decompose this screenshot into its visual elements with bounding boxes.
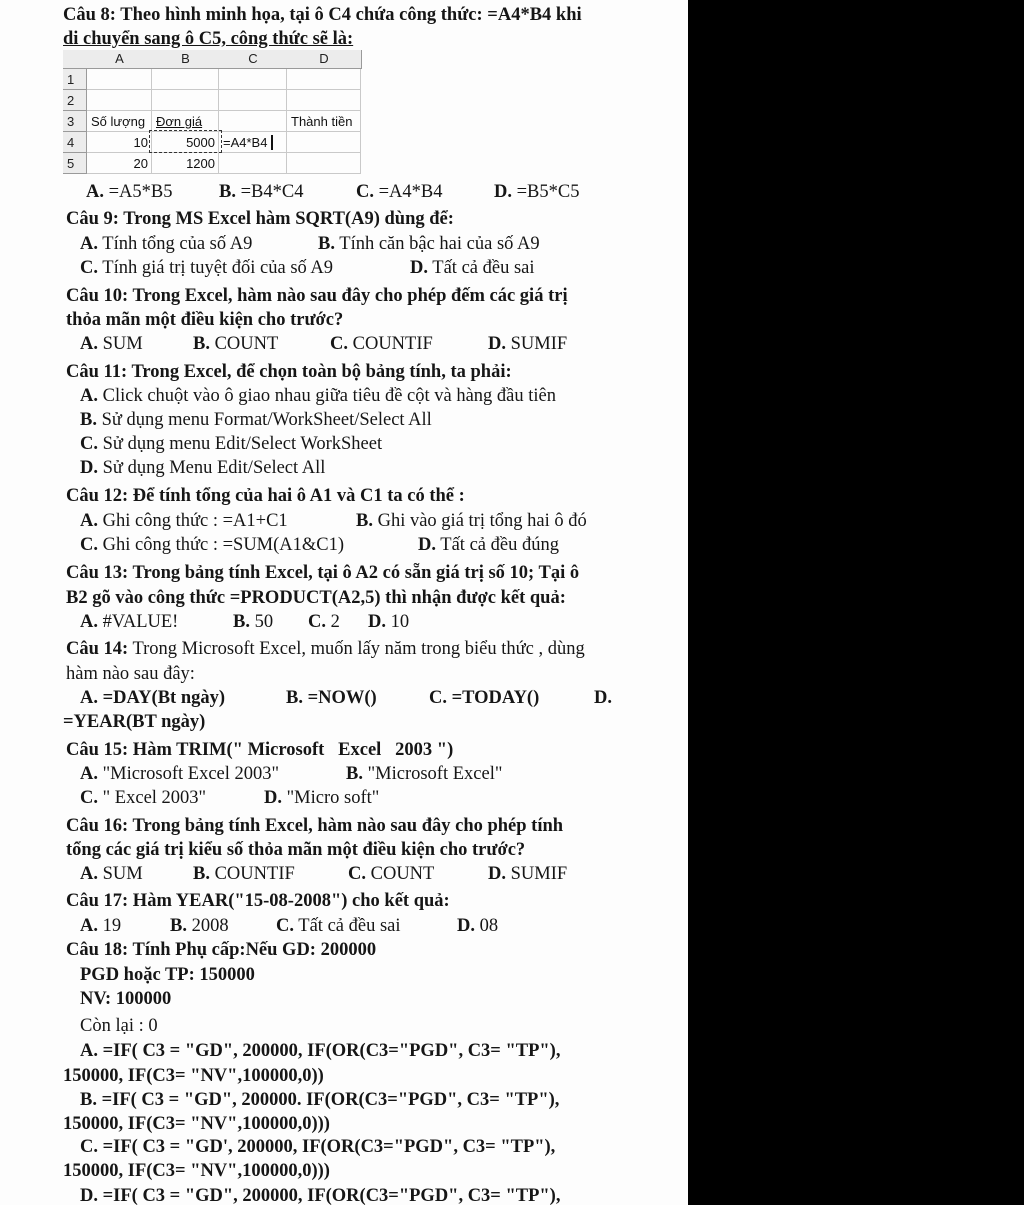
- q18-condition-pgd: PGD hoặc TP: 150000: [80, 965, 255, 985]
- cell-d3: Thành tiền: [291, 114, 353, 129]
- q14-stem-line2: hàm nào sau đây:: [66, 664, 195, 684]
- q13-stem-line1: Câu 13: Trong bảng tính Excel, tại ô A2 có sẵn giá trị số 10; Tại ô: [66, 563, 580, 583]
- q10-stem-line2: thỏa mãn một điều kiện cho trước?: [66, 310, 344, 330]
- col-header-c: C: [219, 50, 288, 69]
- q17-option-a: A. 19: [80, 916, 122, 936]
- q16-option-d: D. SUMIF: [488, 864, 568, 884]
- q9-option-a: A. Tính tổng của số A9: [80, 234, 253, 254]
- col-header-a: A: [87, 50, 153, 69]
- q10-option-a: A. SUM: [80, 334, 143, 354]
- q15-option-b: B. "Microsoft Excel": [346, 764, 503, 784]
- q12-option-c: C. Ghi công thức : =SUM(A1&C1): [80, 535, 345, 555]
- cell-b4: 5000: [186, 135, 215, 150]
- q14-option-a: A. =DAY(Bt ngày): [80, 688, 226, 708]
- q18-option-a-line2: 150000, IF(C3= "NV",100000,0)): [63, 1066, 324, 1086]
- q17-option-c: C. Tất cả đều sai: [276, 916, 401, 936]
- q18-condition-else: Còn lại : 0: [80, 1016, 158, 1036]
- q12-option-b: B. Ghi vào giá trị tổng hai ô đó: [356, 511, 587, 531]
- q16-stem-line2: tổng các giá trị kiểu số thỏa mãn một điều kiện cho trước?: [66, 840, 526, 860]
- q8-option-b: B. =B4*C4: [219, 182, 304, 202]
- q11-option-d: D. Sử dụng Menu Edit/Select All: [80, 458, 326, 478]
- q9-option-d: D. Tất cả đều sai: [410, 258, 535, 278]
- q8-option-a: A. =A5*B5: [86, 182, 173, 202]
- q16-stem-line1: Câu 16: Trong bảng tính Excel, hàm nào sau đây cho phép tính: [66, 816, 564, 836]
- q17-option-d: D. 08: [457, 916, 499, 936]
- text-cursor: [271, 135, 273, 150]
- q11-option-a: A. Click chuột vào ô giao nhau giữa tiêu đề cột và hàng đầu tiên: [80, 386, 557, 406]
- q12-option-a: A. Ghi công thức : =A1+C1: [80, 511, 288, 531]
- row-header-3: 3: [63, 111, 87, 132]
- q9-option-b: B. Tính căn bậc hai của số A9: [318, 234, 540, 254]
- q18-stem: Câu 18: Tính Phụ cấp:Nếu GD: 200000: [66, 940, 377, 960]
- q15-stem: Câu 15: Hàm TRIM(" Microsoft Excel 2003 "): [66, 740, 454, 760]
- q14-option-d-text: =YEAR(BT ngày): [63, 712, 206, 732]
- q13-option-c: C. 2: [308, 612, 340, 632]
- q13-option-a: A. #VALUE!: [80, 612, 179, 632]
- q10-stem-line1: Câu 10: Trong Excel, hàm nào sau đây cho phép đếm các giá trị: [66, 286, 568, 306]
- q10-option-d: D. SUMIF: [488, 334, 568, 354]
- q10-option-c: C. COUNTIF: [330, 334, 433, 354]
- q17-stem: Câu 17: Hàm YEAR("15-08-2008") cho kết quả:: [66, 891, 450, 911]
- q14-option-b: B. =NOW(): [286, 688, 377, 708]
- q13-stem-line2: B2 gõ vào công thức =PRODUCT(A2,5) thì nhận được kết quả:: [66, 588, 566, 608]
- q18-condition-nv: NV: 100000: [80, 989, 172, 1009]
- col-header-d: D: [287, 50, 362, 69]
- q11-option-b: B. Sử dụng menu Format/WorkSheet/Select All: [80, 410, 432, 430]
- row-header-1: 1: [63, 69, 87, 90]
- spreadsheet-figure: [63, 50, 363, 174]
- q18-option-a-line1: A. =IF( C3 = "GD", 200000, IF(OR(C3="PGD", C3= "TP"),: [80, 1041, 561, 1061]
- q15-option-a: A. "Microsoft Excel 2003": [80, 764, 280, 784]
- q8-stem-line1: Câu 8: Theo hình minh họa, tại ô C4 chứa công thức: =A4*B4 khi: [63, 5, 582, 25]
- q9-option-c: C. Tính giá trị tuyệt đối của số A9: [80, 258, 333, 278]
- row-header-5: 5: [63, 153, 87, 174]
- cell-c4: =A4*B4: [223, 135, 268, 150]
- q16-option-b: B. COUNTIF: [193, 864, 295, 884]
- q11-option-c: C. Sử dụng menu Edit/Select WorkSheet: [80, 434, 383, 454]
- q11-stem: Câu 11: Trong Excel, để chọn toàn bộ bảng tính, ta phải:: [66, 362, 512, 382]
- q13-option-b: B. 50: [233, 612, 274, 632]
- marching-ants-selection: [149, 130, 222, 153]
- cell-a5: 20: [133, 156, 148, 171]
- q16-option-c: C. COUNT: [348, 864, 435, 884]
- q8-option-d: D. =B5*C5: [494, 182, 580, 202]
- q15-option-d: D. "Micro soft": [264, 788, 380, 808]
- q14-stem-line1: Câu 14: Trong Microsoft Excel, muốn lấy năm trong biểu thức , dùng: [66, 639, 585, 659]
- q15-option-c: C. " Excel 2003": [80, 788, 207, 808]
- cell-a3: Số lượng: [91, 114, 146, 129]
- q18-option-b-line1: B. =IF( C3 = "GD", 200000. IF(OR(C3="PGD", C3= "TP"),: [80, 1090, 560, 1110]
- row-2-gridline: [87, 90, 361, 111]
- row-header-2: 2: [63, 90, 87, 111]
- q10-option-b: B. COUNT: [193, 334, 279, 354]
- q14-option-c: C. =TODAY(): [429, 688, 540, 708]
- row-1-gridline: [87, 69, 361, 90]
- q18-option-c-line1: C. =IF( C3 = "GD', 200000, IF(OR(C3="PGD", C3= "TP"),: [80, 1137, 556, 1157]
- q8-stem-line2: di chuyển sang ô C5, công thức sẽ là:: [63, 29, 354, 49]
- q18-option-b-line2: 150000, IF(C3= "NV",100000,0))): [63, 1114, 330, 1134]
- q16-option-a: A. SUM: [80, 864, 143, 884]
- q13-option-d: D. 10: [368, 612, 410, 632]
- q9-stem: Câu 9: Trong MS Excel hàm SQRT(A9) dùng để:: [66, 209, 454, 229]
- row-header-4: 4: [63, 132, 87, 153]
- cell-a4: 10: [133, 135, 148, 150]
- col-header-b: B: [152, 50, 220, 69]
- cell-b3: Đơn giá: [156, 114, 203, 129]
- q14-option-d-label: D.: [594, 688, 612, 708]
- q12-option-d: D. Tất cả đều đúng: [418, 535, 559, 555]
- corner-cell: [63, 50, 88, 69]
- q18-option-c-line2: 150000, IF(C3= "NV",100000,0))): [63, 1161, 330, 1181]
- q17-option-b: B. 2008: [170, 916, 229, 936]
- q18-option-d-line1: D. =IF( C3 = "GD", 200000, IF(OR(C3="PGD", C3= "TP"),: [80, 1186, 561, 1205]
- q8-option-c: C. =A4*B4: [356, 182, 443, 202]
- cell-b5: 1200: [186, 156, 215, 171]
- q12-stem: Câu 12: Để tính tổng của hai ô A1 và C1 ta có thể :: [66, 486, 465, 506]
